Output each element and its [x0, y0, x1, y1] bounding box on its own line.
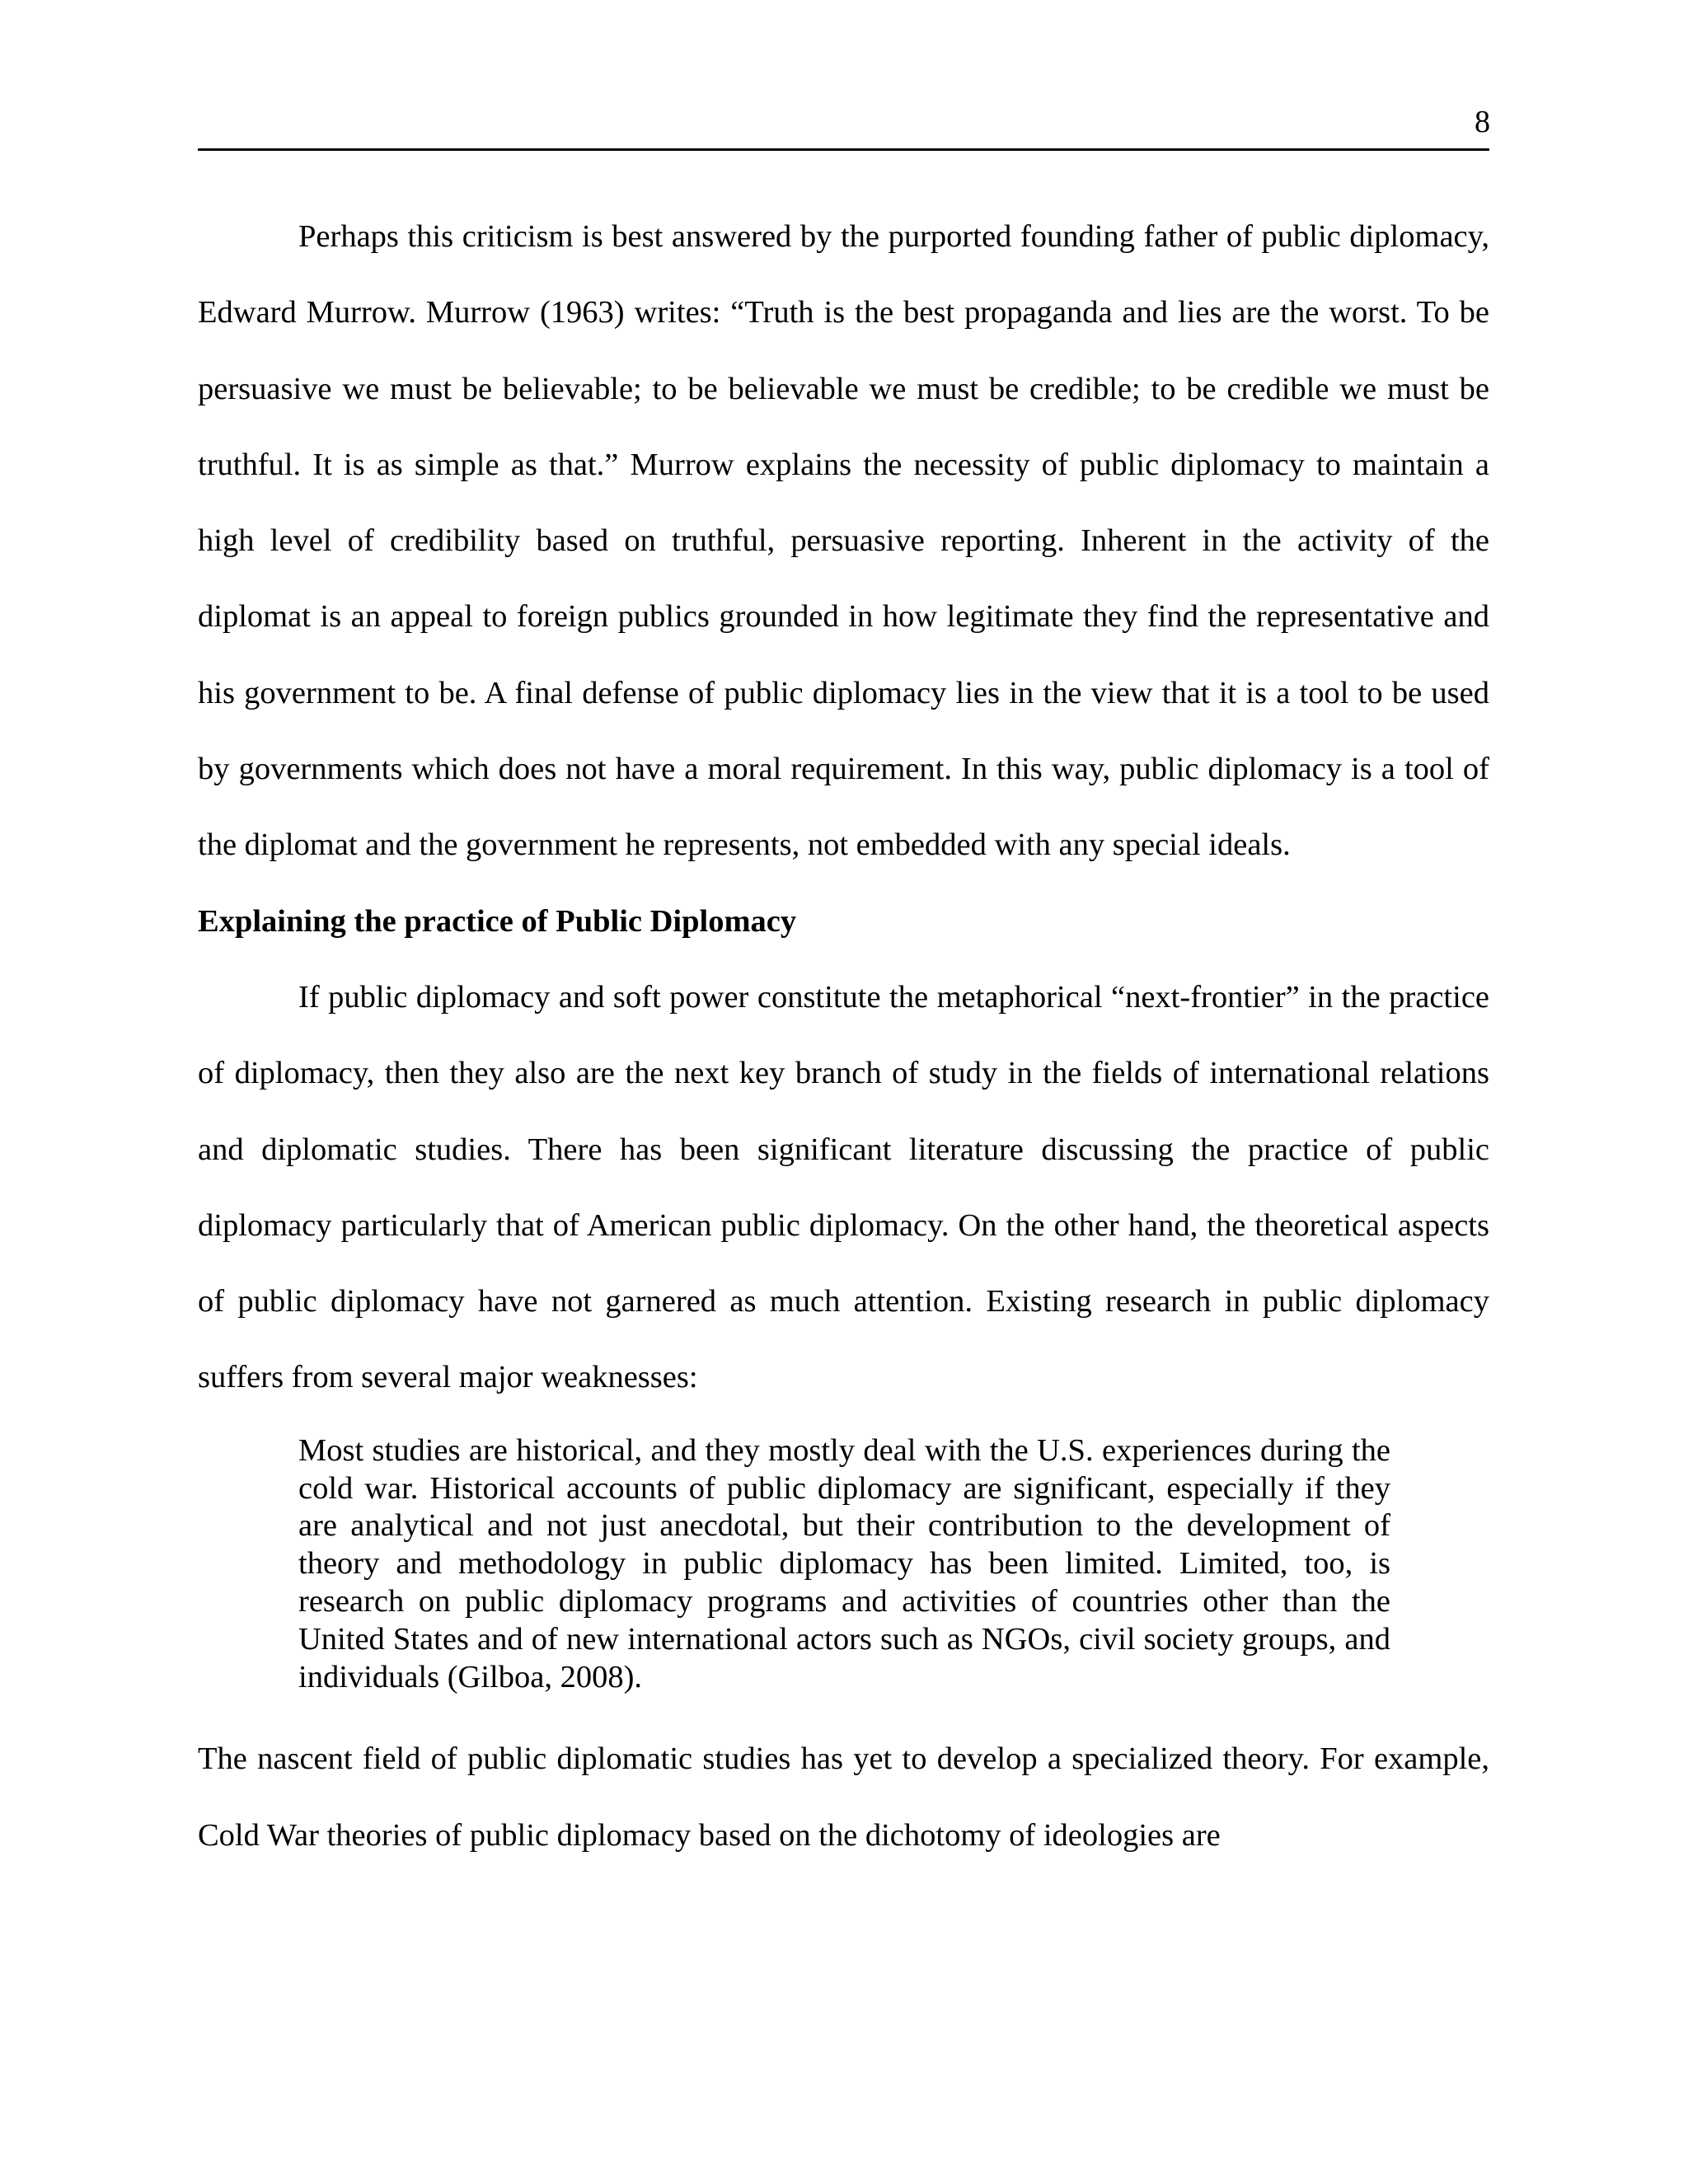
document-body — [198, 199, 1489, 1873]
paragraph-nascent-field: The nascent field of public diplomatic studies has yet to develop a specialized theory. For example, Cold War theories of public diplomacy based on the dichotomy of ideologies are — [198, 1741, 1489, 1853]
paragraph-next-frontier: If public diplomacy and soft power constitute the metaphorical “next-frontier” in the practice of diplomacy, then they also are the next key branch of study in the fields of international relations and diplomatic studies. There has been significant literature discussing the practice of public diplomacy particularly that of American public diplomacy. On the other hand, the theoretical aspects of public diplomacy have not garnered as much attention. Existing research in public diplomacy suffers from several major weaknesses: — [198, 979, 1489, 1395]
block-quote-gilboa: Most studies are historical, and they mostly deal with the U.S. experiences during the cold war. Historical accounts of public diplomacy are significant, especially if they are analytical and not just anecdotal, but their contribution to the development of theory and methodology in public diplomacy has been limited. Limited, too, is research on public diplomacy programs and activities of countries other than the United States and of new international actors such as NGOs, civil society groups, and individuals (Gilboa, 2008). — [298, 1432, 1390, 1694]
header-rule — [198, 148, 1489, 151]
section-heading: Explaining the practice of Public Diplomacy — [198, 903, 797, 939]
paragraph-murrow: Perhaps this criticism is best answered by the purported founding father of public diplomacy, Edward Murrow. Murrow (1963) writes: “Truth is the best propaganda and lies are the worst. To be persuasive we must be believable; to be believable we must be credible; to be credible we must be truthful. It is as simple as that.” Murrow explains the necessity of public diplomacy to maintain a high level of credibility based on truthful, persuasive reporting. Inherent in the activity of the diplomat is an appeal to foreign publics grounded in how legitimate they find the representative and his government to be. A final defense of public diplomacy lies in the view that it is a tool to be used by governments which does not have a moral requirement. In this way, public diplomacy is a tool of the diplomat and the government he represents, not embedded with any special ideals. — [198, 219, 1489, 863]
page-number: 8 — [1475, 105, 1490, 139]
